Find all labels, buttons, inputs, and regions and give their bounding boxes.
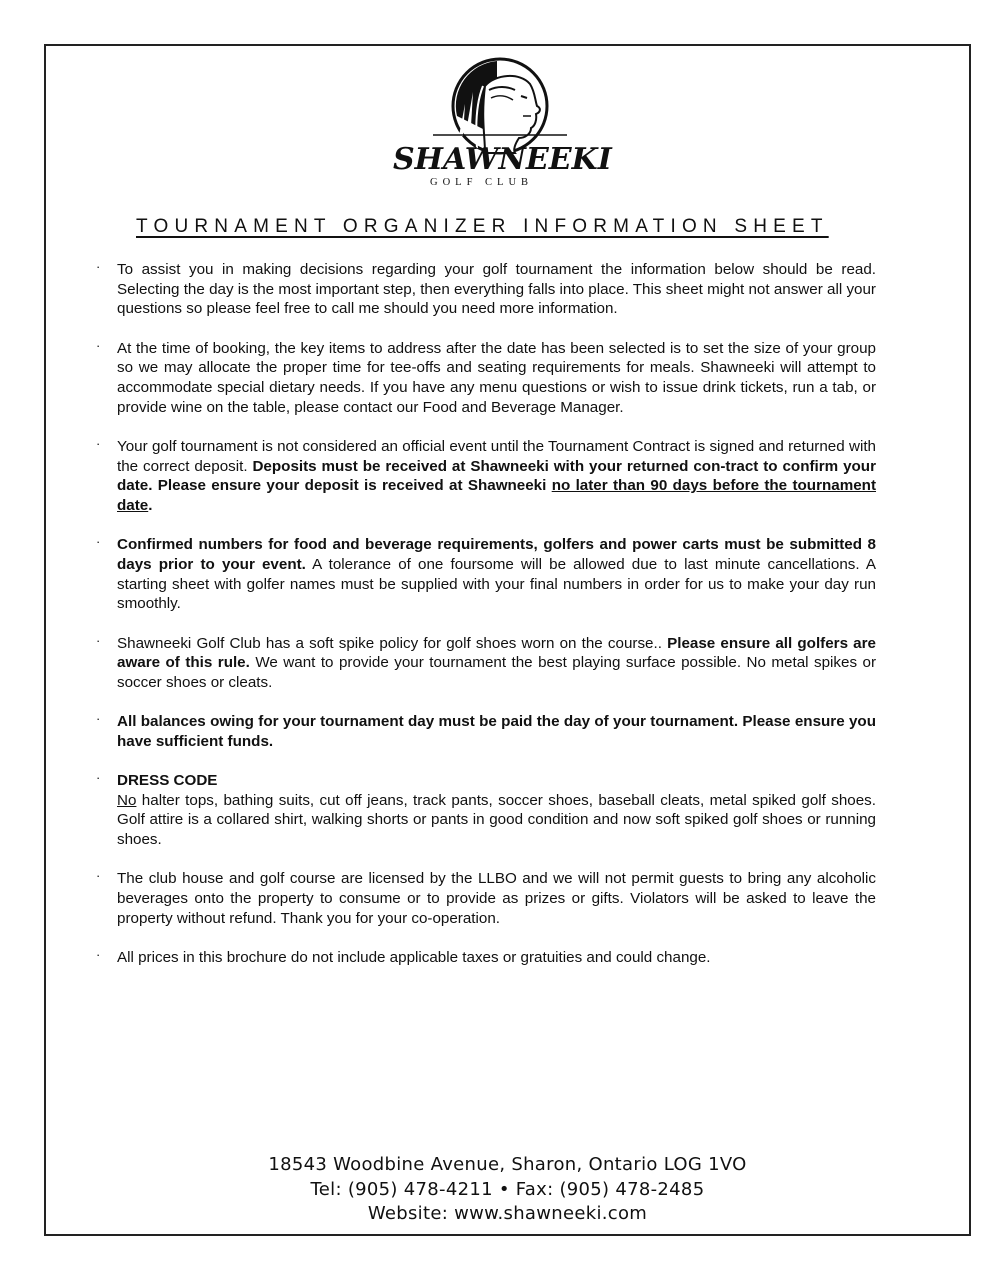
item-text: Shawneeki Golf Club has a soft spike policy for golf shoes worn on the course..	[117, 634, 668, 652]
item-text: We want to provide your tournament the best playing surface possible. No metal spikes or soccer shoes or cleats.	[117, 654, 876, 691]
dress-code-no: No	[117, 791, 137, 809]
brand-name: SHAWNEEKI	[393, 142, 612, 177]
item-text: To assist you in making decisions regarding your golf tournament the information below should be read. Selecting the day is the most important step, then everything falls into place. This sheet might not answer all your questions so please feel free to call me should you need more information.	[117, 261, 876, 318]
page-title: TOURNAMENT ORGANIZER INFORMATION SHEET	[136, 216, 829, 237]
footer-address: 18543 Woodbine Avenue, Sharon, Ontario LOG 1VO	[268, 1154, 747, 1175]
bullet-dot: ·	[96, 259, 101, 274]
item-text: halter tops, bathing suits, cut off jeans, track pants, soccer shoes, baseball cleats, metal spiked golf shoes. Golf attire is a collared shirt, walking shorts or pants in good condition and now soft spiked golf shoes or running shoes.	[117, 791, 876, 849]
list-item	[96, 771, 876, 850]
list-item	[96, 339, 876, 418]
item-text: A tolerance of one foursome will be allowed due to last minute cancellations. A starting sheet with golfer names must be supplied with your final numbers in order for us to make your day run smoothly.	[117, 555, 877, 613]
deposit-period: .	[148, 497, 153, 515]
information-list	[96, 260, 876, 987]
bullet-dot: ·	[96, 868, 101, 884]
list-item	[96, 869, 876, 928]
list-item	[96, 948, 876, 968]
deposit-requirement: Deposits must be received at Shawneeki with your returned con-tract to confirm your date. Please ensure your deposit is received at Shawneeki	[117, 457, 876, 495]
dress-code-heading: DRESS CODE	[117, 772, 218, 790]
item-text: At the time of booking, the key items to address after the date has been selected is to set the size of your group so we may allocate the proper time for tee-offs and seating requirements for meals. Shawneeki will attempt to accommodate special dietary needs. If you have any menu questions or wish to issue drink tickets, run a tab, or provide wine on the table, please contact our Food and Beverage Manager.	[117, 339, 876, 416]
bullet-dot: ·	[96, 534, 101, 550]
brand-subtitle: GOLF CLUB	[430, 177, 534, 188]
footer-phones: Tel: (905) 478-4211 • Fax: (905) 478-2485	[310, 1178, 705, 1200]
list-item	[96, 634, 876, 693]
footer-website[interactable]: Website: www.shawneeki.com	[367, 1203, 648, 1224]
list-item	[96, 260, 876, 319]
confirmed-numbers-notice: Confirmed numbers for food and beverage requirements, golfers and power carts must be submitted 8 days prior to your event.	[117, 536, 876, 573]
list-item	[96, 535, 876, 614]
bullet-dot: ·	[96, 711, 101, 727]
list-item	[96, 712, 876, 751]
bullet-dot: ·	[96, 946, 101, 962]
list-item	[96, 437, 876, 516]
bullet-dot: ·	[96, 435, 101, 451]
balances-notice: All balances owing for your tournament day must be paid the day of your tournament. Please ensure you have sufficient funds.	[117, 713, 876, 750]
bullet-dot: ·	[96, 632, 101, 648]
contact-footer	[44, 1153, 971, 1227]
item-text: All prices in this brochure do not include applicable taxes or gratuities and could change.	[117, 948, 711, 966]
deposit-deadline: no later than 90 days before the tournament date	[117, 477, 877, 515]
spike-policy-notice: Please ensure all golfers are aware of this rule.	[117, 634, 876, 672]
item-text: Your golf tournament is not considered an official event until the Tournament Contract is signed and returned with the correct deposit.	[117, 437, 876, 475]
item-text: The club house and golf course are licensed by the LLBO and we will not permit guests to bring any alcoholic beverages onto the property to consume or to provide as prizes or gifts. Violators will be asked to leave the property without refund. Thank you for your co-operation.	[117, 870, 876, 927]
bullet-dot: ·	[96, 770, 101, 786]
bullet-dot: ·	[96, 337, 101, 353]
